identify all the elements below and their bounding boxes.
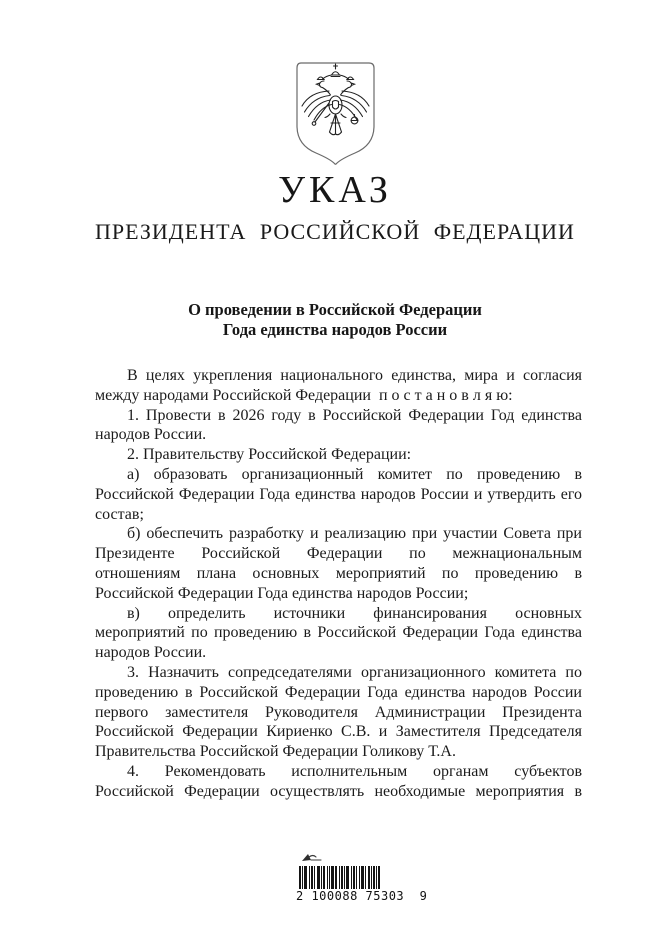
body-line: проведению в Российской Федерации Года единства народов России	[95, 683, 582, 701]
body-line: первого заместителя Руководителя Администрации Президента	[95, 703, 582, 721]
body-line: мероприятий по проведению в Российской Федерации Года единства	[95, 624, 582, 642]
subject-line-2: Года единства народов России	[222, 320, 448, 339]
print-mark-icon	[299, 851, 325, 864]
body-line: Правительства Российской Федерации Голикову Т.А.	[95, 743, 456, 761]
body-line: 3. Назначить сопредседателями организационного комитета по	[127, 663, 582, 681]
body-line: состав;	[95, 505, 144, 523]
barcode-digits: 2 100088 75303 9	[296, 889, 428, 903]
body-line: Российской Федерации Кириенко С.В. и Заместителя Председателя	[95, 723, 582, 741]
body-line: Президенте Российской Федерации по межнациональным	[95, 545, 582, 563]
decree-type-title: УКАЗ	[278, 169, 392, 211]
barcode	[296, 866, 428, 903]
decree-subject-title	[0, 300, 670, 340]
body-line: отношениям плана основных мероприятий по проведению в	[95, 564, 582, 582]
body-line: 4. Рекомендовать исполнительным органам субъектов	[127, 762, 582, 780]
body-line: народов России.	[95, 644, 207, 662]
body-line: народов России.	[95, 426, 207, 444]
body-line: в) определить источники финансирования основных	[127, 604, 582, 622]
barcode-bars-icon	[299, 866, 381, 889]
body-line: В целях укрепления национального единства, мира и согласия	[127, 367, 582, 384]
body-line: Российской Федерации Года единства народов России и утвердить его	[95, 485, 582, 503]
body-line: 1. Провести в 2026 году в Российской Федерации Год единства	[127, 406, 582, 424]
subject-line-1: О проведении в Российской Федерации	[188, 300, 482, 319]
decree-issuer-title: ПРЕЗИДЕНТА РОССИЙСКОЙ ФЕДЕРАЦИИ	[95, 219, 575, 244]
body-line: Российской Федерации осуществлять необходимые мероприятия в	[95, 782, 582, 800]
body-line: б) обеспечить разработку и реализацию при участии Совета при	[127, 525, 582, 543]
body-line: а) образовать организационный комитет по проведению в	[127, 465, 582, 483]
russia-coat-of-arms-icon	[291, 60, 379, 167]
body-line: 2. Правительству Российской Федерации:	[127, 446, 412, 464]
decree-body-text	[95, 366, 582, 802]
body-line: Российской Федерации Года единства народов России;	[95, 584, 469, 602]
body-line: между народами Российской Федерации п о с т а н о в л я ю:	[95, 386, 513, 404]
